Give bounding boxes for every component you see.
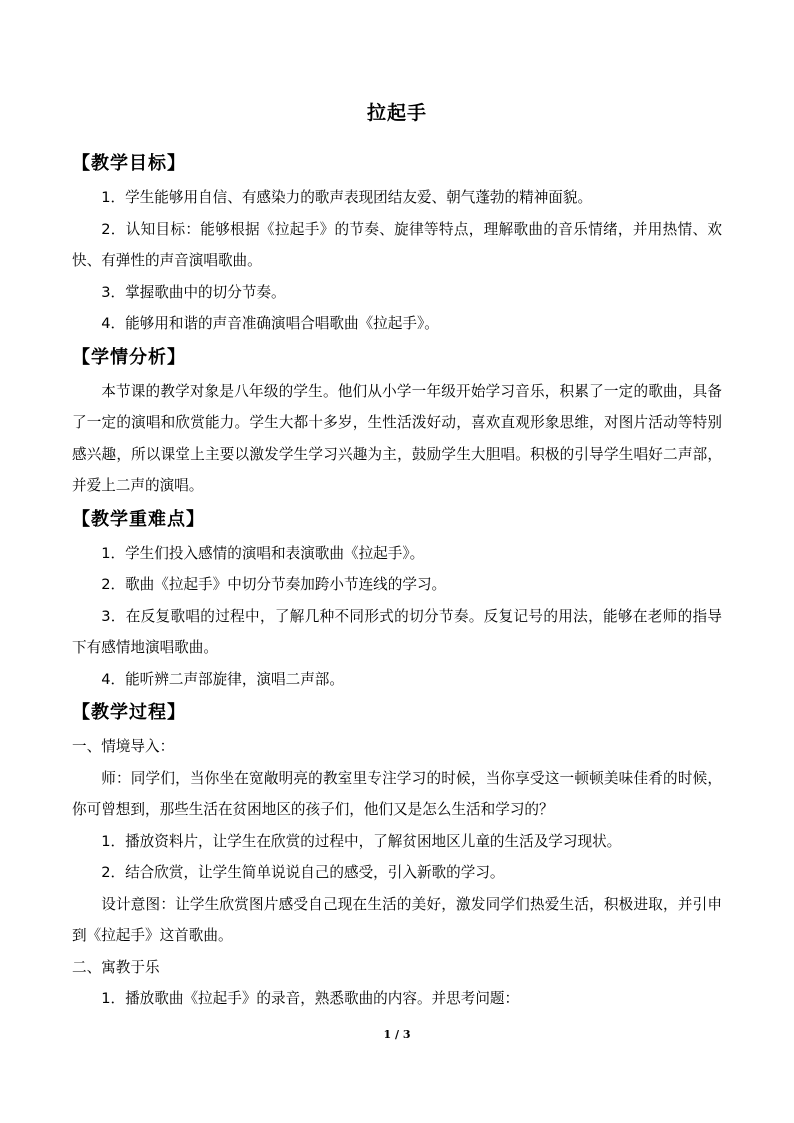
process-item: 师：同学们，当你坐在宽敞明亮的教室里专注学习的时候，当你享受这一顿顿美味佳肴的时候，你可曾想到，那些生活在贫困地区的孩子们，他们又是怎么生活和学习的？ — [72, 769, 722, 818]
objective-item: 4．能够用和谐的声音准确演唱合唱歌曲《拉起手》。 — [101, 315, 439, 332]
process-item: 1．播放资料片，让学生在欣赏的过程中，了解贫困地区儿童的生活及学习现状。 — [101, 832, 622, 850]
objective-item: 3．掌握歌曲中的切分节奏。 — [101, 283, 286, 301]
difficulty-item: 2．歌曲《拉起手》中切分节奏加跨小节连线的学习。 — [101, 576, 447, 593]
section-heading-difficulties: 【教学重难点】 — [72, 508, 205, 530]
analysis-paragraph: 本节课的教学对象是八年级的学生。他们从小学一年级开始学习音乐，积累了一定的歌曲，具备了一定的演唱和欣赏能力。学生大都十多岁，生性活泼好动，喜欢直观形象思维，对图片活动等特别感兴趣，所以课堂上主要以激发学生学习兴趣为主，鼓励学生大胆唱。积极的引导学生唱好二声部，并爱上二声的演唱。 — [72, 382, 722, 494]
objective-item: 2．认知目标：能够根据《拉起手》的节奏、旋律等特点，理解歌曲的音乐情绪，并用热情、欢快、有弹性的声音演唱歌曲。 — [72, 220, 722, 269]
page-number: 1 / 3 — [383, 1028, 411, 1041]
section-heading-analysis: 【学情分析】 — [72, 346, 186, 368]
section-heading-process: 【教学过程】 — [72, 702, 186, 723]
difficulty-item: 1．学生们投入感情的演唱和表演歌曲《拉起手》。 — [101, 544, 425, 562]
process-item: 1．播放歌曲《拉起手》的录音，熟悉歌曲的内容。并思考问题： — [101, 990, 520, 1007]
section-heading-objectives: 【教学目标】 — [72, 153, 186, 174]
page-title: 拉起手 — [366, 102, 427, 124]
difficulty-item: 3．在反复歌唱的过程中，了解几种不同形式的切分节奏。反复记号的用法，能够在老师的指导下有感情地演唱歌曲。 — [72, 607, 722, 656]
process-part2-title: 二、寓教于乐 — [72, 958, 160, 976]
process-part1-title: 一、情境导入： — [72, 738, 175, 755]
difficulty-item: 4．能听辨二声部旋律，演唱二声部。 — [101, 670, 344, 688]
objective-item: 1．学生能够用自信、有感染力的歌声表现团结友爱、朝气蓬勃的精神面貌。 — [101, 189, 593, 206]
process-item: 设计意图：让学生欣赏图片感受自己现在生活的美好，激发同学们热爱生活，积极进取，并引申到《拉起手》这首歌曲。 — [72, 895, 722, 944]
document-body — [72, 146, 722, 1015]
process-item: 2．结合欣赏，让学生简单说说自己的感受，引入新歌的学习。 — [101, 864, 505, 881]
